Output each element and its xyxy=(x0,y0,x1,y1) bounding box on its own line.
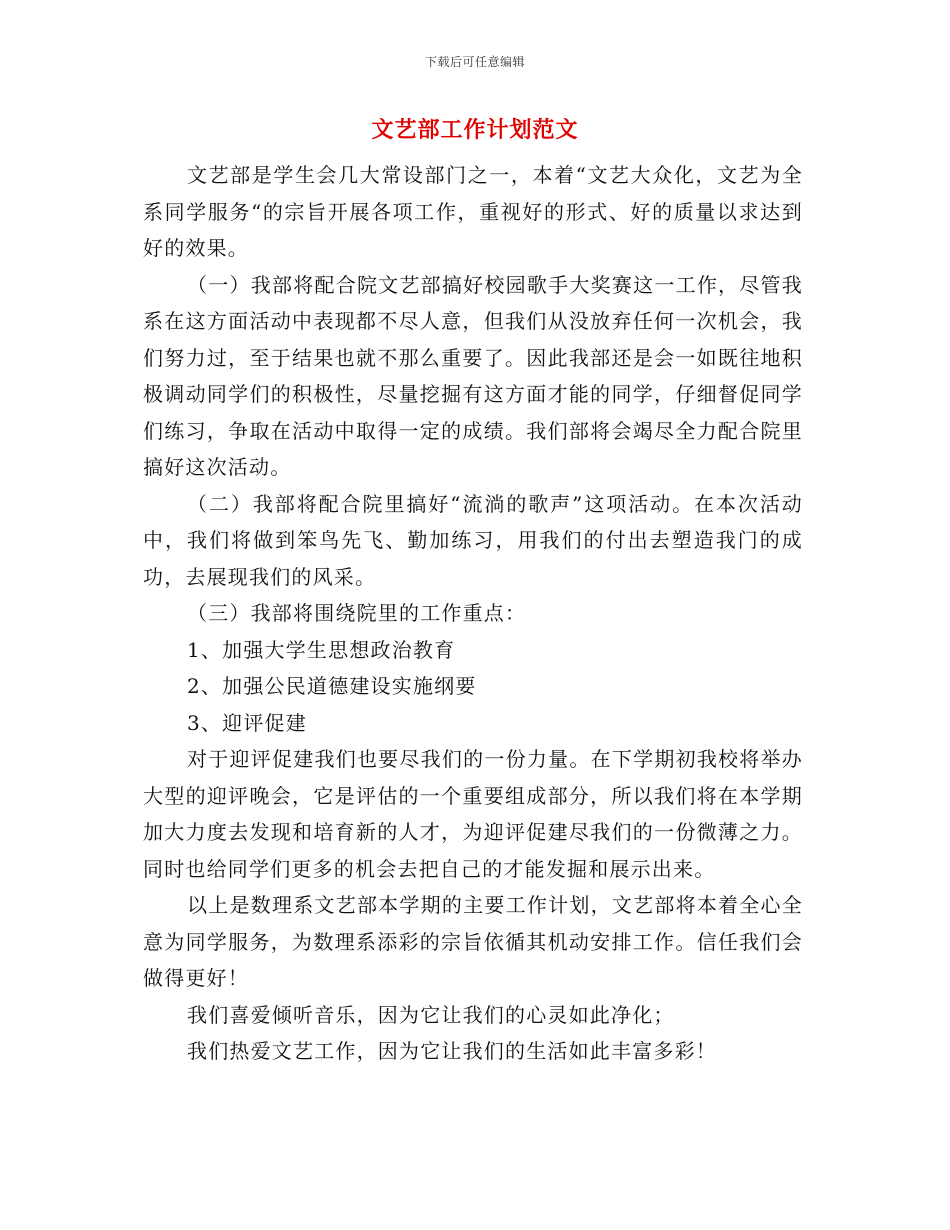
paragraph-closing-1: 我们喜爱倾听音乐，因为它让我们的心灵如此净化； xyxy=(187,1002,675,1027)
list-item-1: 1、加强大学生思想政治教育 xyxy=(187,637,456,662)
paragraph-item-three: （三）我部将围绕院里的工作重点： xyxy=(187,601,527,625)
header-note: 下载后可任意编辑 xyxy=(424,55,525,69)
paragraph-item-two: （二）我部将配合院里搞好“流淌的歌声”这项活动。在本次活动中，我们将做到笨鸟先飞、勤加练习，用我们的付出去塑造我门的成功，去展现我们的风采。 xyxy=(143,491,803,589)
paragraph-evaluation: 对于迎评促建我们也要尽我们的一份力量。在下学期初我校将举办大型的迎评晚会，它是评估的一个重要组成部分，所以我们将在本学期加大力度去发现和培育新的人才，为迎评促建尽我们的一份微薄之力。同时也给同学们更多的机会去把自己的才能发掘和展示出来。 xyxy=(143,747,803,881)
paragraph-intro: 文艺部是学生会几大常设部门之一，本着“文艺大众化，文艺为全系同学服务“的宗旨开展各项工作，重视好的形式、好的质量以求达到好的效果。 xyxy=(143,163,803,260)
document-body xyxy=(143,157,803,1070)
paragraph-summary: 以上是数理系文艺部本学期的主要工作计划，文艺部将本着全心全意为同学服务，为数理系添彩的宗旨依循其机动安排工作。信任我们会做得更好！ xyxy=(143,893,803,990)
list-item-2: 2、加强公民道德建设实施纲要 xyxy=(187,674,477,698)
paragraph-closing-2: 我们热爱文艺工作，因为它让我们的生活如此丰富多彩！ xyxy=(187,1039,717,1063)
paragraph-item-one: （一）我部将配合院文艺部搞好校园歌手大奖赛这一工作，尽管我系在这方面活动中表现都不尽人意，但我们从没放弃任何一次机会，我们努力过，至于结果也就不那么重要了。因此我部还是会一如既往地积极调动同学们的积极性，尽量挖掘有这方面才能的同学，仔细督促同学们练习，争取在活动中取得一定的成绩。我们部将会竭尽全力配合院里搞好这次活动。 xyxy=(143,272,803,479)
document-title: 文艺部工作计划范文 xyxy=(371,117,579,143)
list-item-3: 3、迎评促建 xyxy=(187,710,307,735)
